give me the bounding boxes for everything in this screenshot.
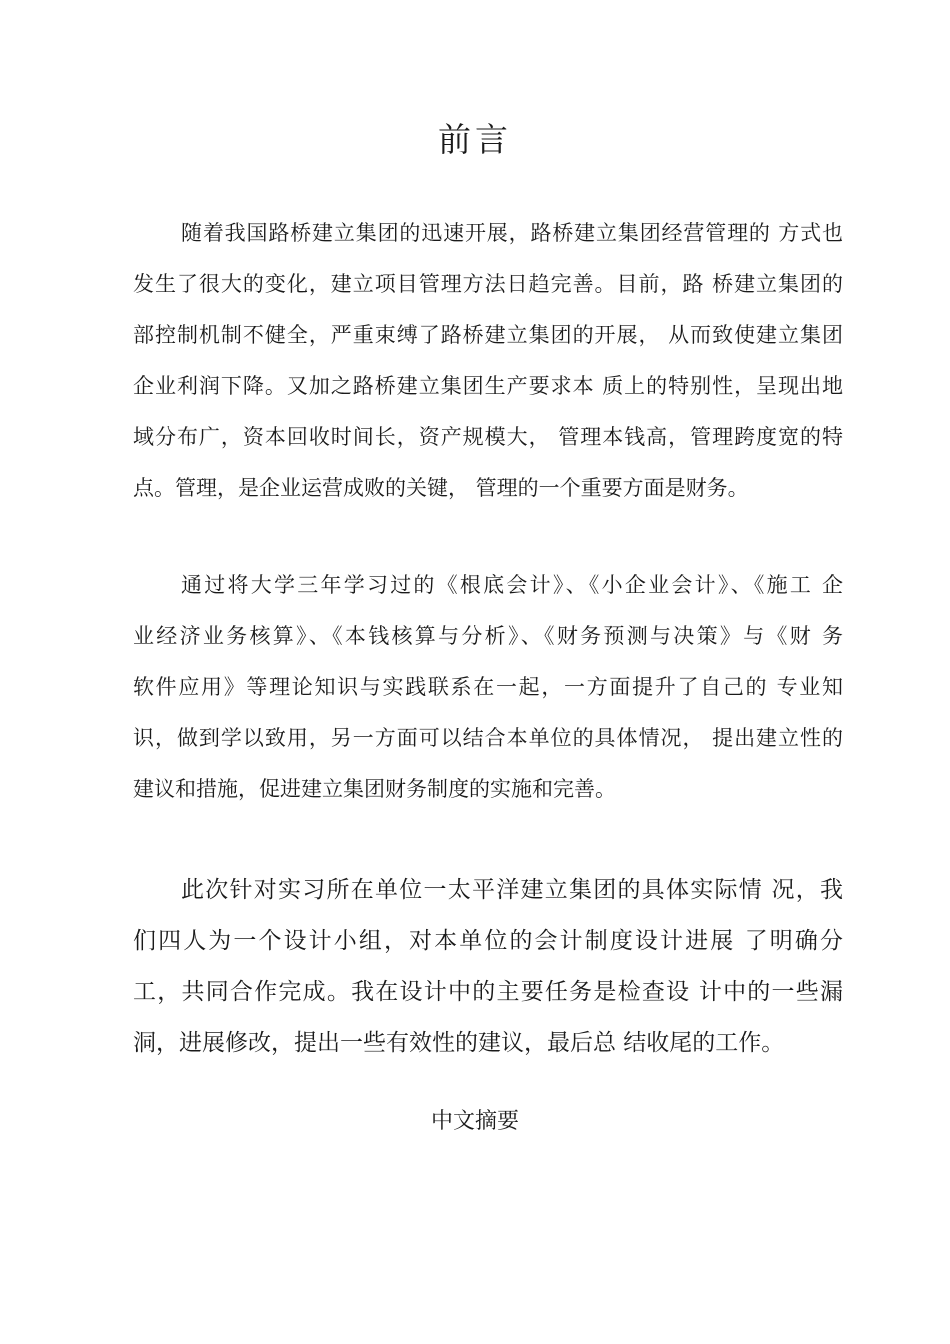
paragraph-line: 软件应用》等理论知识与实践联系在一起，一方面提升了自己的 专业知 [133, 675, 843, 699]
paragraph-line: 建议和措施，促进建立集团财务制度的实施和完善。 [133, 777, 616, 801]
paragraph-line: 部控制机制不健全，严重束缚了路桥建立集团的开展， 从而致使建立集团 [133, 323, 843, 347]
section-heading-abstract: 中文摘要 [430, 1109, 519, 1134]
paragraph-line: 通过将大学三年学习过的《根底会计》、《小企业会计》、《施工 企 [181, 573, 843, 597]
paragraph-line: 发生了很大的变化，建立项目管理方法日趋完善。目前，路 桥建立集团的 [133, 272, 843, 296]
paragraph-line: 企业利润下降。又加之路桥建立集团生产要求本 质上的特别性，呈现出地 [133, 374, 843, 398]
paragraph-line: 工，共同合作完成。我在设计中的主要任务是检查设 计中的一些漏 [133, 979, 843, 1005]
paragraph-line: 洞，进展修改，提出一些有效性的建议，最后总 结收尾的工作。 [133, 1030, 785, 1056]
paragraph-line: 随着我国路桥建立集团的迅速开展，路桥建立集团经营管理的 方式也 [181, 221, 843, 245]
paragraph-line: 识，做到学以致用，另一方面可以结合本单位的具体情况， 提出建立性的 [133, 726, 843, 750]
paragraph-line: 点。管理，是企业运营成败的关键， 管理的一个重要方面是财务。 [133, 476, 749, 500]
page-title: 前言 [438, 120, 512, 159]
paragraph-line: 此次针对实习所在单位一太平洋建立集团的具体实际情 况，我 [181, 877, 843, 903]
paragraph-1 [133, 208, 843, 514]
paragraph-2 [133, 560, 843, 815]
paragraph-3 [133, 865, 843, 1069]
paragraph-line: 们四人为一个设计小组，对本单位的会计制度设计进展 了明确分 [133, 928, 843, 954]
paragraph-line: 域分布广，资本回收时间长，资产规模大， 管理本钱高，管理跨度宽的特 [133, 425, 843, 449]
paragraph-line: 业经济业务核算》、《本钱核算与分析》、《财务预测与决策》与《财 务 [133, 624, 843, 648]
